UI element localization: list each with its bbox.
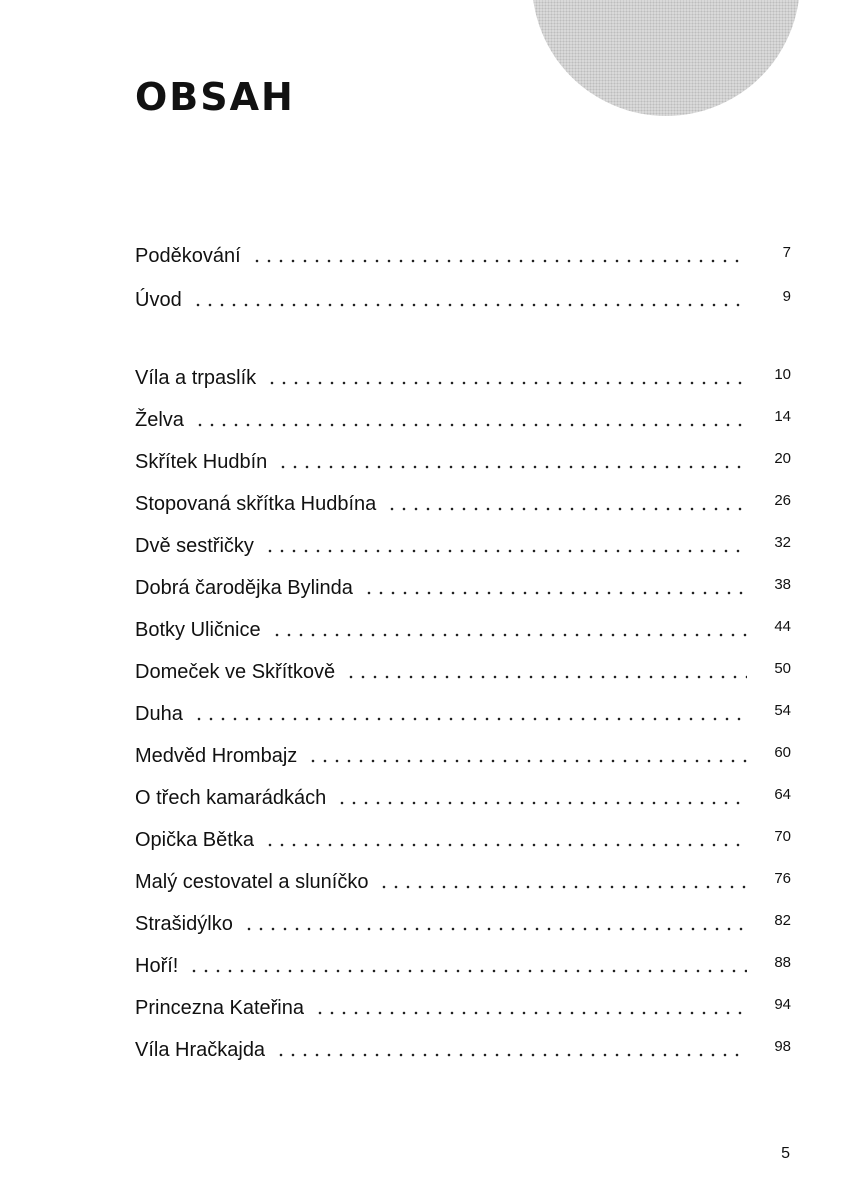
toc-row-chapter-12[interactable] [135, 812, 791, 854]
dot-leader [264, 540, 747, 554]
toc-entry-page: 14 [774, 408, 791, 425]
toc-entry-title: Želva [135, 409, 184, 431]
toc-entry-page: 32 [774, 534, 791, 551]
dot-leader [194, 414, 747, 428]
dot-leader [266, 372, 747, 386]
toc-entry-page: 20 [774, 450, 791, 467]
toc-entry-title: Víla Hračkajda [135, 1039, 266, 1061]
toc-row-chapter-7[interactable] [135, 602, 791, 644]
toc-row-chapter-17[interactable] [135, 1022, 791, 1064]
dot-leader [193, 708, 747, 722]
toc-entry-title: Strašidýlko [135, 913, 233, 935]
toc-entry-title: Víla a trpaslík [135, 367, 257, 389]
dot-leader [277, 456, 747, 470]
toc-entry-page: 98 [774, 1038, 791, 1055]
dot-leader [336, 792, 747, 806]
toc-entry-title: Úvod [135, 289, 182, 311]
dot-leader [264, 834, 747, 848]
toc-entry-title: Princezna Kateřina [135, 997, 304, 1019]
toc-entry-page: 70 [774, 828, 791, 845]
toc-row-chapter-3[interactable] [135, 434, 791, 476]
dot-leader [243, 918, 747, 932]
chapter-list [135, 350, 791, 1064]
dot-leader [192, 294, 747, 308]
page-title: OBSAH [135, 75, 295, 119]
toc-row-front-2[interactable] [135, 270, 791, 314]
toc-entry-title: Duha [135, 703, 183, 725]
dot-leader [275, 1044, 747, 1058]
toc-entry-title: O třech kamarádkách [135, 787, 327, 809]
toc-entry-page: 88 [774, 954, 791, 971]
dot-leader [188, 960, 747, 974]
toc-entry-title: Dvě sestřičky [135, 535, 254, 557]
toc-entry-page: 44 [774, 618, 791, 635]
page-number: 5 [781, 1145, 790, 1162]
toc-row-chapter-2[interactable] [135, 392, 791, 434]
toc-entry-title: Malý cestovatel a sluníčko [135, 871, 369, 893]
dot-leader [271, 624, 747, 638]
toc-entry-title: Skřítek Hudbín [135, 451, 268, 473]
toc-row-chapter-1[interactable] [135, 350, 791, 392]
toc-row-chapter-5[interactable] [135, 518, 791, 560]
toc-entry-page: 94 [774, 996, 791, 1013]
toc-row-chapter-11[interactable] [135, 770, 791, 812]
dot-leader [307, 750, 747, 764]
toc-entry-page: 82 [774, 912, 791, 929]
toc-row-chapter-13[interactable] [135, 854, 791, 896]
toc-entry-page: 10 [774, 366, 791, 383]
dot-leader [378, 876, 747, 890]
toc-entry-title: Medvěd Hrombajz [135, 745, 298, 767]
toc-entry-title: Dobrá čarodějka Bylinda [135, 577, 353, 599]
toc-row-chapter-8[interactable] [135, 644, 791, 686]
toc-row-front-1[interactable] [135, 226, 791, 270]
dot-leader [251, 250, 747, 264]
dot-leader [386, 498, 747, 512]
toc-entry-page: 38 [774, 576, 791, 593]
front-matter-list [135, 226, 791, 314]
toc-entry-title: Poděkování [135, 245, 241, 267]
toc-entry-page: 9 [782, 288, 791, 305]
toc-entry-page: 60 [774, 744, 791, 761]
toc-row-chapter-10[interactable] [135, 728, 791, 770]
toc-entry-title: Opička Bětka [135, 829, 254, 851]
toc-entry-page: 26 [774, 492, 791, 509]
toc-entry-page: 50 [774, 660, 791, 677]
toc-entry-page: 64 [774, 786, 791, 803]
toc-entry-page: 54 [774, 702, 791, 719]
toc-row-chapter-4[interactable] [135, 476, 791, 518]
toc-row-chapter-16[interactable] [135, 980, 791, 1022]
toc-row-chapter-9[interactable] [135, 686, 791, 728]
toc-row-chapter-6[interactable] [135, 560, 791, 602]
toc-entry-title: Domeček ve Skřítkově [135, 661, 336, 683]
dot-leader [363, 582, 747, 596]
toc-entry-title: Botky Uličnice [135, 619, 261, 641]
toc-row-chapter-15[interactable] [135, 938, 791, 980]
dot-leader [314, 1002, 747, 1016]
toc-row-chapter-14[interactable] [135, 896, 791, 938]
toc-entry-page: 76 [774, 870, 791, 887]
dot-leader [345, 666, 747, 680]
toc-entry-title: Hoří! [135, 955, 179, 977]
toc-entry-page: 7 [782, 244, 791, 261]
decorative-halftone-circle [532, 0, 800, 116]
toc-entry-title: Stopovaná skřítka Hudbína [135, 493, 377, 515]
